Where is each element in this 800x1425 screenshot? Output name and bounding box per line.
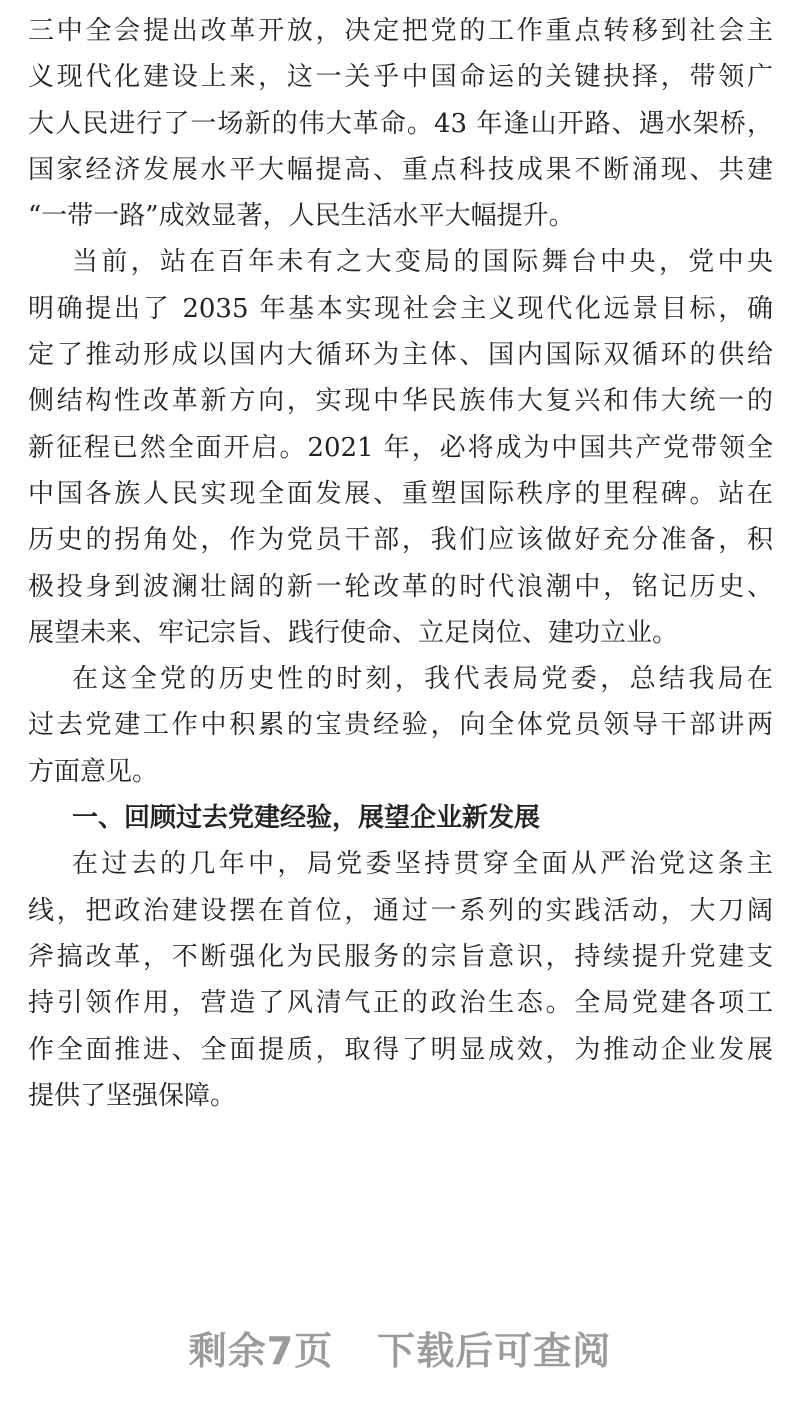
download-to-read-label: 下载后可查阅 — [377, 1329, 612, 1373]
text-line: 新征程已然全面开启。2021 年，必将成为中国共产党带领全 — [28, 432, 773, 463]
text-line: 持引领作用，营造了风清气正的政治生态。全局党建各项工 — [28, 988, 773, 1019]
text-line: 大人民进行了一场新的伟大革命。43 年逢山开路、遇水架桥， — [28, 108, 773, 139]
text-line: 方面意见。 — [28, 756, 159, 787]
section-heading — [28, 795, 773, 841]
download-prompt[interactable] — [0, 1320, 800, 1375]
text-line: 当前，站在百年未有之大变局的国际舞台中央，党中央 — [72, 247, 773, 278]
text-line: 侧结构性改革新方向，实现中华民族伟大复兴和伟大统一的 — [28, 386, 773, 417]
text-line: 展望未来、牢记宗旨、践行使命、立足岗位、建功立业。 — [28, 617, 679, 648]
text-line: 斧搞改革，不断强化为民服务的宗旨意识，持续提升党建支 — [28, 941, 773, 972]
text-line: 极投身到波澜壮阔的新一轮改革的时代浪潮中，铭记历史、 — [28, 571, 773, 602]
text-line: 在过去的几年中，局党委坚持贯穿全面从严治党这条主 — [72, 849, 773, 880]
text-line: 作全面推进、全面提质，取得了明显成效，为推动企业发展 — [28, 1034, 773, 1065]
paragraph — [28, 239, 773, 656]
remaining-pages-label: 剩余7页 — [188, 1329, 334, 1373]
text-line: 定了推动形成以国内大循环为主体、国内国际双循环的供给 — [28, 340, 773, 371]
section-heading-text: 一、回顾过去党建经验，展望企业新发展 — [72, 803, 541, 834]
text-line: 过去党建工作中积累的宝贵经验，向全体党员领导干部讲两 — [28, 710, 773, 741]
text-line: 线，把政治建设摆在首位，通过一系列的实践活动，大刀阔 — [28, 895, 773, 926]
paragraph — [28, 8, 773, 239]
paragraph — [28, 656, 773, 795]
text-line: 中国各族人民实现全面发展、重塑国际秩序的里程碑。站在 — [28, 478, 773, 509]
document-body — [28, 8, 773, 1119]
text-line: 国家经济发展水平大幅提高、重点科技成果不断涌现、共建 — [28, 154, 773, 185]
text-line: 在这全党的历史性的时刻，我代表局党委，总结我局在 — [72, 664, 773, 695]
text-line: 历史的拐角处，作为党员干部，我们应该做好充分准备，积 — [28, 525, 773, 556]
text-line: 明确提出了 2035 年基本实现社会主义现代化远景目标，确 — [28, 293, 773, 324]
text-line: “一带一路”成效显著，人民生活水平大幅提升。 — [28, 201, 575, 232]
text-line: 提供了坚强保障。 — [28, 1080, 237, 1111]
paragraph — [28, 841, 773, 1119]
text-line: 三中全会提出改革开放，决定把党的工作重点转移到社会主 — [28, 16, 773, 46]
text-line: 义现代化建设上来，这一关乎中国命运的关键抉择，带领广 — [28, 62, 773, 93]
